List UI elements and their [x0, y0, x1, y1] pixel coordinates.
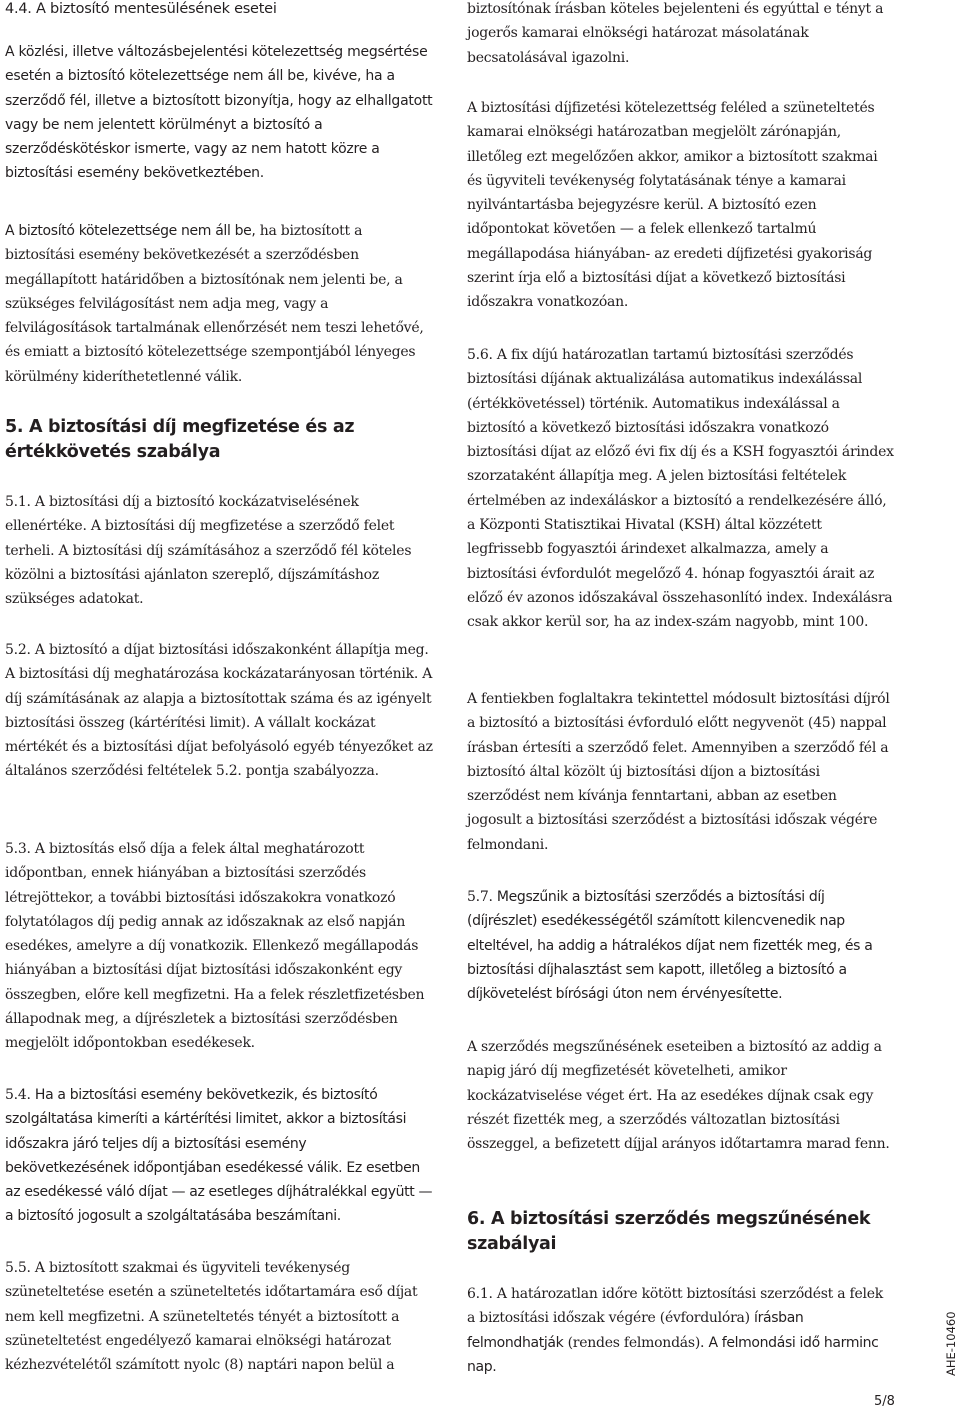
paragraph-6-1	[467, 1282, 895, 1379]
paragraph-5-6: 5.6. A fix díjú határozatlan tartamú biztosítási szerződés biztosítási díjának aktualizálása automatikus indexálással (értékkövetéssel) történik. Automatikus indexálással a biztosító a következő biztosítási időszakra vonatkozó biztosítási díjat az előző évi fix díj és a KSH fogyasztói árindex szorzataként állapítja meg. A jelen biztosítási feltételek értelmében az indexáláskor a biztosító a rendelkezésére álló, a Központi Statisztikai Hivatal (KSH) által közzétett legfrissebb fogyasztói árindexet alkalmazza, amely a biztosítási évfordulót megelőző 4. hónap fogyasztói árait az előző év azonos időszakával összehasonlító index. Indexálásra csak akkor kerül sor, ha az index-szám nagyobb, mint 100.	[467, 347, 894, 631]
paragraph-number: 5.7.	[467, 889, 497, 905]
paragraph-emphasis: írásban felmondhatják	[467, 1310, 804, 1351]
paragraph-body: ha biztosított a biztosítási esemény bekövetkezését a szerződésben megállapított határidőben a biztosítónak nem jelenti be, a szükséges felvilágosítást nem adja meg, vagy a felvilágosítások tartalmának ellenőrzését nem teszi lehetővé, és emiatt a biztosító kötelezettsége szempontjából lényeges körülmény kideríthetetlenné válik.	[5, 223, 424, 385]
paragraph-body: (rendes felmondás).	[563, 1334, 709, 1351]
paragraph-termination-cases: A szerződés megszűnésének eseteiben a biztosító az addig a napig járó díj megfizetését követelheti, amikor kockázatviselése véget ért. Ha az esedékes díjnak csak egy részét fizették meg, a szerződés változatlan biztosítási összeggel, a befizetett díjjal arányos időtartamra marad fenn.	[467, 1039, 890, 1153]
paragraph-lead-bold: A biztosító kötelezettsége nem áll be,	[5, 223, 256, 239]
section-heading-4-4: 4.4. A biztosító mentesülésének esetei	[5, 1, 277, 17]
paragraph-premium-revival: A biztosítási díjfizetési kötelezettség feléled a szüneteltetés kamarai elnökségi határozatban megjelölt zárónapján, illetőleg ezt megelőzően akkor, amikor a biztosított szakmai és ügyviteli tevékenység folytatásának ténye a kamarai nyilvántartásba bejegyzésre kerül. A biztosító ezen időpontokat követően — a felek ellenkező tartalmú megállapodása hiányában- az eredeti díjfizetési gyakoriság szerint írja elő a biztosítási díjat a következő biztosítási időszakra vonatkozóan.	[467, 100, 878, 311]
paragraph-body-sans: Megszűnik a biztosítási szerződés a biztosítási díj (díjrészlet) esedékességétől számított kilencvenedik nap elteltével, ha addig a hátralékos díjat nem fizették meg, és a biztosítási díjhalasztást sem kapott, illetőleg a biztosító a díjkövetelést bírósági úton nem érvényesítette.	[467, 889, 873, 1003]
page-number: 5/8	[874, 1394, 895, 1409]
paragraph-5-3: 5.3. A biztosítás első díja a felek által meghatározott időpontban, ennek hiányában a biztosítási szerződés létrejöttekor, a további biztosítási időszakokra vonatkozó folytatólagos díj pedig annak az időszaknak az első napján esedékes, amelyre a díj vonatkozik. Ellenkező megállapodás hiányában a biztosítási díjat biztosítási időszakonként egy összegben, előre kell megfizetni. Ha a felek részletfizetésben állapodnak meg, a díjrészletek a biztosítási szerződésben megjelölt időpontokban esedékesek.	[5, 841, 425, 1052]
section-heading-5: 5. A biztosítási díj megfizetése és az értékkövetés szabálya	[5, 417, 355, 462]
paragraph-premium-change-notice: A fentiekben foglaltakra tekintettel módosult biztosítási díjról a biztosító a biztosítási évforduló előtt negyvenöt (45) nappal írásban értesíti a szerződő felet. Amennyiben a szerződő fél a biztosító által közölt új biztosítási díjon a biztosítási szerződést nem kívánja fenntartani, abban az esetben jogosult a biztosítási szerződést a biztosítási időszak végére felmondani.	[467, 691, 890, 853]
paragraph-number: 5.4.	[5, 1087, 35, 1103]
paragraph-5-2: 5.2. A biztosító a díjat biztosítási időszakonként állapítja meg. A biztosítási díj meghatározása kockázatarányosan történik. A díj számításának az alapja a biztosítottak száma és az igényelt biztosítási összeg (kártérítési limit). A vállalt kockázat mértékét és a biztosítási díjat befolyásoló egyéb tényezőket az általános szerződési feltételek 5.2. pontja szabályozza.	[5, 642, 433, 780]
paragraph-body: 6.1. A határozatlan időre kötött biztosítási szerződést a felek a biztosítási időszak végére (évfordulóra)	[467, 1286, 884, 1327]
paragraph-5-7	[467, 885, 895, 1006]
paragraph-emphasis: A felmondási idő harminc nap.	[467, 1334, 879, 1375]
paragraph-5-1: 5.1. A biztosítási díj a biztosító kockázatviselésének ellenértéke. A biztosítási díj megfizetése a szerződő felet terheli. A biztosítási díj számításához a szerződő fél köteles közölni a biztosítási ajánlaton szereplő, díjszámításhoz szükséges adatokat.	[5, 494, 412, 608]
paragraph-5-4	[5, 1083, 433, 1229]
paragraph-4-4-reporting-breach: A közlési, illetve változásbejelentési kötelezettség megsértése esetén a biztosító kötelezettsége nem áll be, kivéve, ha a szerződő fél, illetve a biztosított bizonyítja, hogy az elhallgatott vagy be nem jelentett körülményt a biztosító a szerződéskötéskor ismerte, vagy az nem hatott közre a biztosítási esemény bekövetkeztében.	[5, 44, 433, 182]
section-heading-6: 6. A biztosítási szerződés megszűnésének szabályai	[467, 1209, 871, 1254]
document-id: AHE-10460	[944, 1311, 958, 1376]
paragraph-continued: biztosítónak írásban köteles bejelenteni és egyúttal e tényt a jogerős kamarai elnökségi határozat másolatának becsatolásával igazolni.	[467, 1, 884, 66]
paragraph-body-sans: Ha a biztosítási esemény bekövetkezik, és biztosító szolgáltatása kimeríti a kártérítési limitet, akkor a biztosítási időszakra járó teljes díj a biztosítási esemény bekövetkezésének időpontjában esedékessé válik. Ez esetben az esedékessé váló díjat — az esetleges díjhátralékkal együtt — a biztosító jogosult a szolgáltatásába beszámítani.	[5, 1087, 433, 1225]
paragraph-4-4-no-obligation	[5, 219, 433, 389]
paragraph-5-5: 5.5. A biztosított szakmai és ügyviteli tevékenység szüneteltetése esetén a szüneteltetés időtartamára eső díjat nem kell megfizetni. A szüneteltetés tényét a biztosított a szüneteltetést engedélyező kamarai elnökségi határozat kézhezvételétől számított nyolc (8) naptári napon belül a	[5, 1260, 418, 1374]
